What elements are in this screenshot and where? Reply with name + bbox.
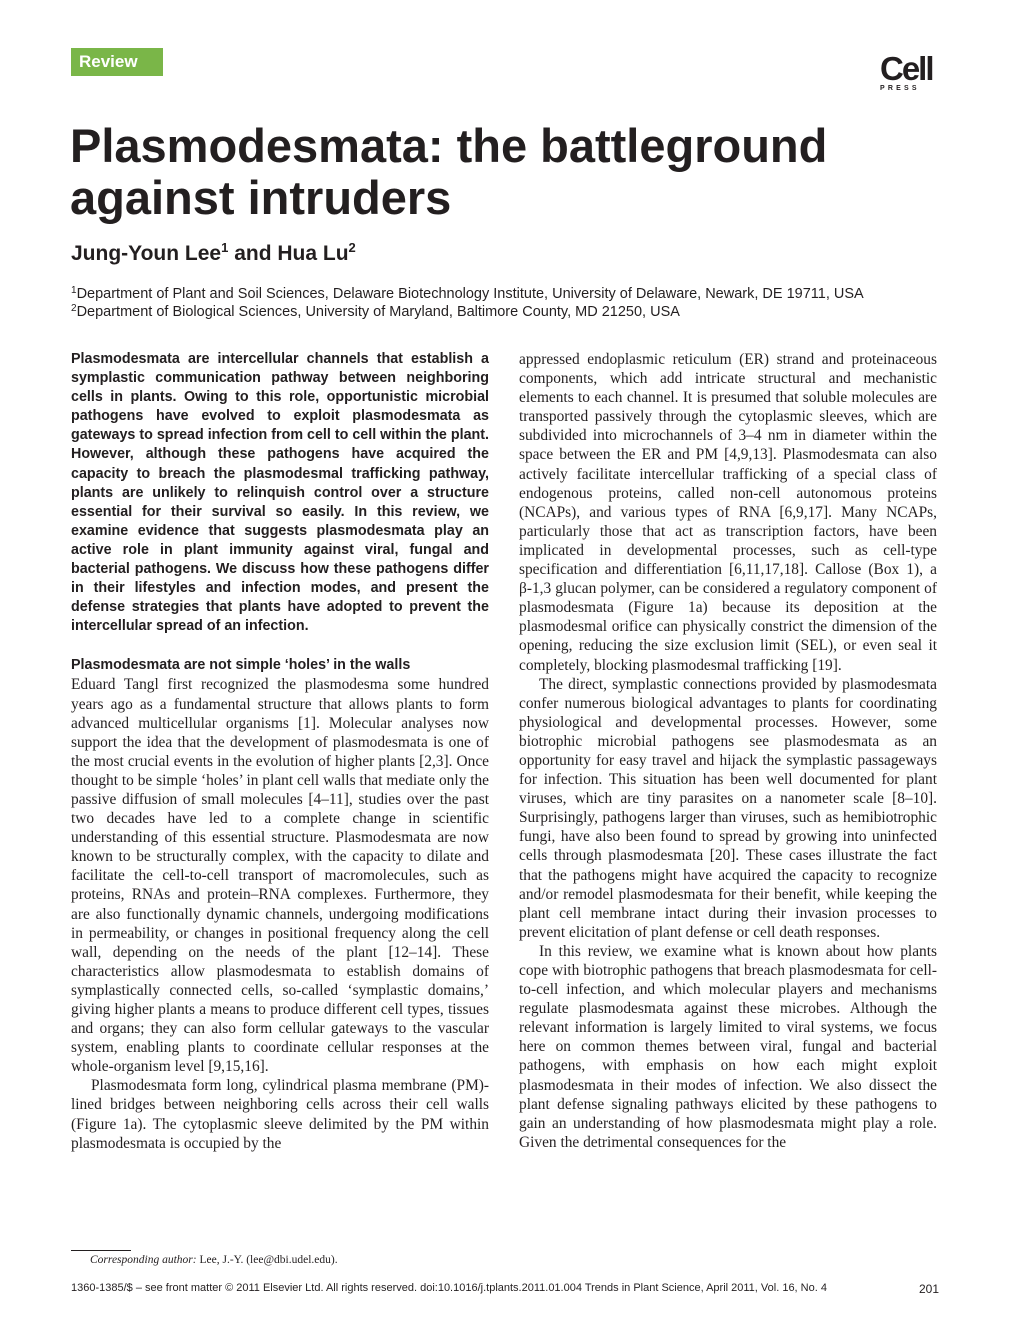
body-paragraph-2: Plasmodesmata form long, cylindrical plasma membrane (PM)-lined bridges between neighboring cells across their cell walls (Figure 1a). The cytoplasmic sleeve delimited by the PM within plasmodesmata is occupied by the xyxy=(71,1077,489,1152)
cell-press-logo xyxy=(880,52,940,96)
author-2-sup: 2 xyxy=(348,240,356,255)
page-number: 201 xyxy=(918,1282,939,1296)
author-2: Hua Lu xyxy=(277,242,349,265)
right-column xyxy=(519,350,937,1152)
footnote-label: Corresponding author: xyxy=(90,1254,197,1266)
section-tag: Review xyxy=(71,48,163,76)
affiliation-2-sup: 2 xyxy=(71,303,77,314)
section-heading: Plasmodesmata are not simple ‘holes’ in the walls xyxy=(71,657,411,674)
body-paragraph-1: Eduard Tangl first recognized the plasmodesma some hundred years ago as a fundamental structure that allows plants to form advanced multicellular organisms [1]. Molecular analyses now support the idea that the development of plasmodesmata is one of the most crucial events in the evolution of higher plants [2,3]. Once thought to be simple ‘holes’ in plant cell walls that mediate only the passive diffusion of small molecules [4–11], studies over the past two decades have led to a complete change in scientific understanding of this essential structure. Plasmodesmata are now known to be structurally complex, with the capacity to dilate and facilitate the cell-to-cell transport of macromolecules, such as proteins, RNAs and protein–RNA complexes. Furthermore, they are also functionally dynamic channels, undergoing modifications in permeability, or changes in positional frequency along the cell wall, depending on the needs of the plant [12–14]. These characteristics allow plasmodesmata to establish domains of symplastically connected cells, so-called ‘symplastic domains,’ giving higher plants a means to produce different cell types, tissues and organs; they can also form cellular gateways to the vascular system, enabling plants to coordinate cellular responses at the whole-organism level [9,15,16]. xyxy=(71,676,489,1076)
affiliation-1-sup: 1 xyxy=(71,285,77,296)
affiliation-1-text: Department of Plant and Soil Sciences, Delaware Biotechnology Institute, University of Delaware, Newark, DE 19711, USA xyxy=(76,286,864,302)
authors xyxy=(71,240,356,266)
body-paragraph-3: appressed endoplasmic reticulum (ER) strand and proteinaceous components, which add intricate structural and mechanistic elements to each channel. It is presumed that soluble molecules are transported passively through the cytoplasmic sleeves, which are subdivided into microchannels of 3–4 nm in diameter within the space between the ER and PM [4,9,13]. Plasmodesmata can also actively facilitate intercellular trafficking of a special class of endogenous proteins, called non-cell autonomous proteins (NCAPs), and various types of RNA [6,9,17]. Many NCAPs, particularly those that act as transcription factors, have been implicated in developmental processes, such as cell-type specification and differentiation [6,11,17,18]. Callose (Box 1), a β-1,3 glucan polymer, can be considered a regulatory component of plasmodesmata (Figure 1a) because its deposition at the plasmodesmal orifice can physically constrict the dimension of the opening, reducing the size exclusion limit (SEL), or even seal it completely, blocking plasmodesmal trafficking [19]. xyxy=(519,351,937,674)
author-1: Jung-Youn Lee xyxy=(71,242,222,265)
body-paragraph-4: The direct, symplastic connections provided by plasmodesmata confer numerous biological advantages to plants for coordinating physiological and developmental processes. However, some biotrophic microbial pathogens see plasmodesmata as an opportunity for easy travel and hijack the symplastic passageways for infection. This situation has been well documented for plant viruses, which are tiny parasites on a nanometer scale [8–10]. Surprisingly, pathogens larger than viruses, such as hemibiotrophic fungi, have also been found to spread by growing into uninfected cells through plasmodesmata [20]. These cases illustrate the fact that the pathogens might have acquired the capacity to recognize and/or remodel plasmodesmata for their benefit, while keeping the plant cell membrane intact during their invasion processes to prevent elicitation of plant defense or cell death responses. xyxy=(519,675,937,941)
abstract: Plasmodesmata are intercellular channels that establish a symplastic communication pathway between neighboring cells in plants. Owing to this role, opportunistic microbial pathogens have evolved to exploit plasmodesmata as gateways to spread infection from cell to cell within the plant. However, although these pathogens have acquired the capacity to breach the plasmodesmal trafficking pathway, plants are unlikely to relinquish control over a structure essential for their survival so easily. In this review, we examine evidence that suggests plasmodesmata play an active role in plant immunity against viral, fungal and bacterial pathogens. We discuss how these pathogens differ in their lifestyles and infection modes, and present the defense strategies that plants have adopted to prevent the intercellular spread of an infection. xyxy=(71,351,489,635)
page-footer xyxy=(71,1282,939,1294)
footnote-text: Lee, J.-Y. (lee@dbi.udel.edu). xyxy=(199,1254,338,1266)
authors-and: and xyxy=(234,242,272,265)
footer-citation: 1360-1385/$ – see front matter © 2011 Elsevier Ltd. All rights reserved. doi:10.1016/j.tplants.2011.01.004 Trends in Plant Science, April 2011, Vol. 16, No. 4 xyxy=(71,1282,827,1294)
affiliation-2 xyxy=(71,300,680,321)
logo-word: Cell xyxy=(880,50,933,87)
body-paragraph-5: In this review, we examine what is known about how plants cope with biotrophic pathogens that breach plasmodesmata for cell-to-cell infection, and which molecular players and mechanisms regulate plasmodesmata against these microbes. Although the relevant information is largely limited to viral systems, we focus here on common themes between viral, fungal and bacterial pathogens, with emphasis on how each might exploit plasmodesmata in their modes of infection. We also dissect the plant defense signaling pathways elicited by these pathogens to gain an understanding of how plasmodesmata might play a role. Given the detrimental consequences for the xyxy=(519,942,937,1151)
footnote-rule xyxy=(71,1250,131,1251)
affiliation-2-text: Department of Biological Sciences, University of Maryland, Baltimore County, MD 21250, USA xyxy=(76,304,680,320)
left-column xyxy=(71,350,489,1153)
footnote xyxy=(90,1254,338,1266)
logo-sub: PRESS xyxy=(880,85,920,92)
article-title: Plasmodesmata: the battleground against intruders xyxy=(70,119,828,224)
author-1-sup: 1 xyxy=(221,240,229,255)
